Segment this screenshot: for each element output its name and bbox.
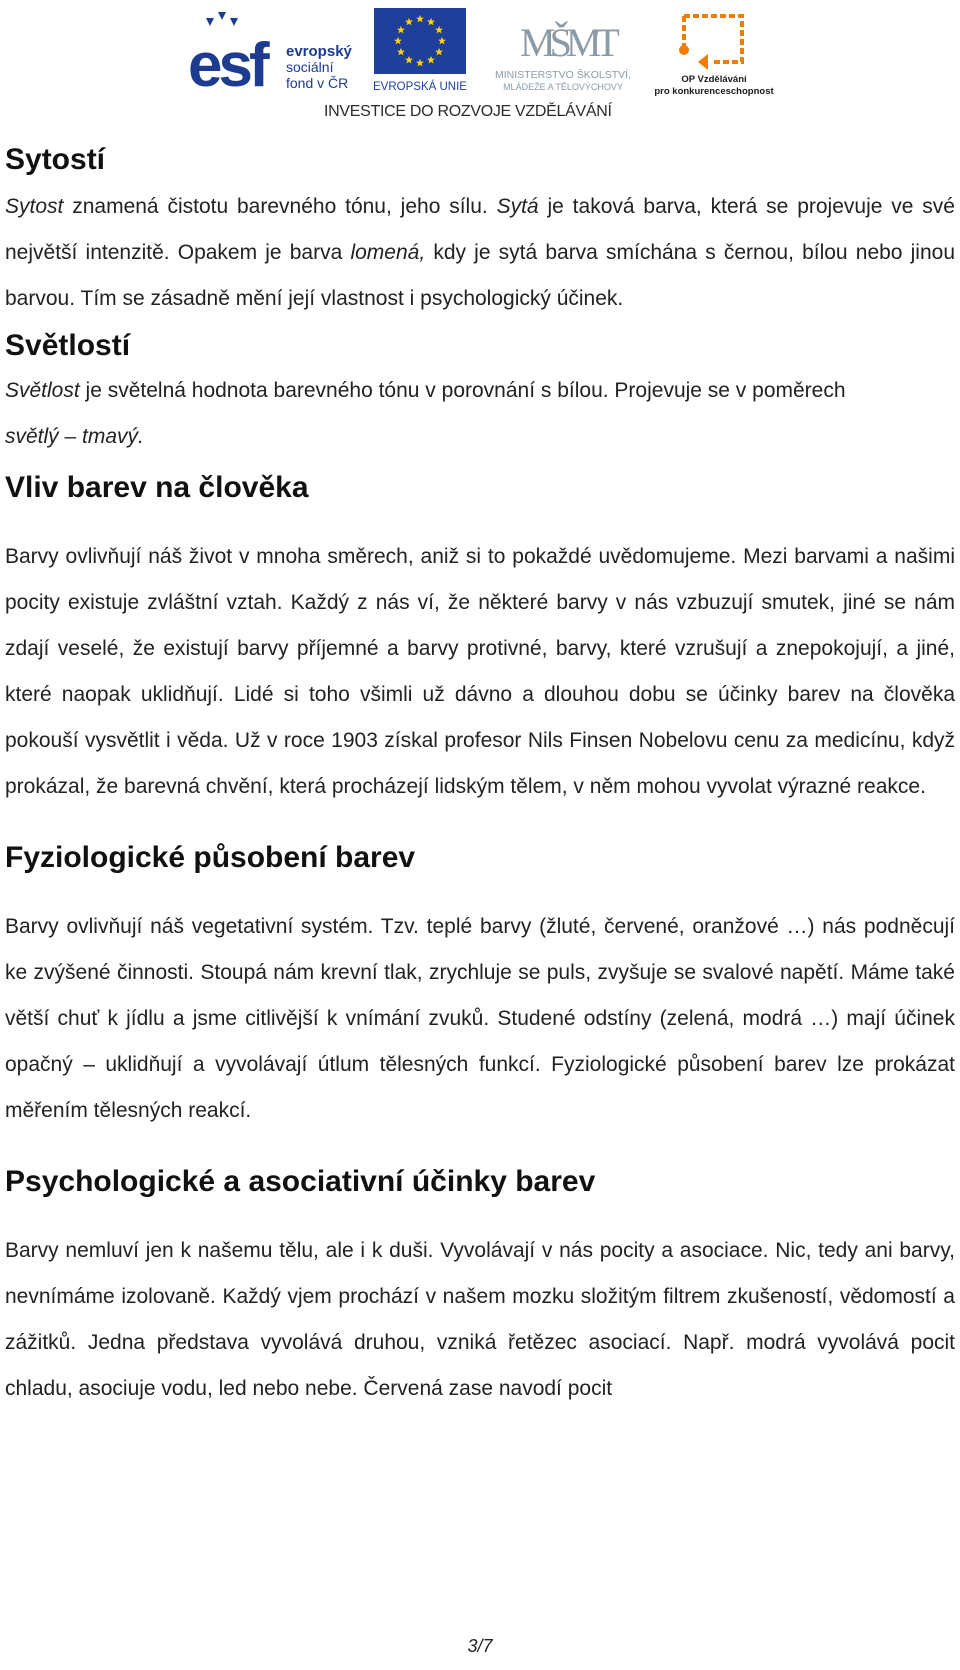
msmt-line2: MLÁDEŽE A TĚLOVÝCHOVY	[503, 82, 623, 92]
op-line2: pro konkurenceschopnost	[654, 86, 774, 97]
text-run: je světelná hodnota barevného tónu v porovnání s bílou. Projevuje se v poměrech	[79, 379, 846, 402]
paragraph-vliv-barev: Barvy ovlivňují náš život v mnoha směrech, aniž si to pokaždé uvědomujeme. Mezi barvami a našimi pocity existuje zvláštní vztah. Každý z nás ví, že některé barvy v nás vzbuzují smutek, jiné se nám zdají veselé, že existují barvy příjemné a barvy protivné, barvy, které vzrušují a znepokojují, a jiné, které naopak uklidňují. Lidé si toho všimli už dávno a dlouhou dobu se účinky barev na člověka pokouší vysvětlit i věda. Už v roce 1903 získal profesor Nils Finsen Nobelovu cenu za medicínu, když prokázal, že barevná chvění, která procházejí lidským tělem, v něm mohou vyvolat výrazné reakce.	[5, 545, 955, 798]
heading-svetlost: Světlostí	[5, 329, 131, 362]
text-run: kdy je sytá barva smíchána s černou, bílou nebo jinou barvou. Tím se zásadně mění její vlastnost i psychologický účinek.	[5, 241, 956, 310]
term-svetlost: Světlost	[5, 379, 80, 402]
op-vzdelavani-logo	[650, 6, 778, 98]
heading-psychologicke: Psychologické a asociativní účinky barev	[5, 1165, 596, 1198]
text-run: znamená čistotu barevného tónu, jeho sílu.	[63, 195, 497, 218]
heading-sytost: Sytostí	[5, 143, 106, 176]
op-arrow-icon	[684, 16, 742, 62]
eu-caption: EVROPSKÁ UNIE	[373, 81, 467, 93]
term-svetly-tmavy: světlý – tmavý.	[5, 425, 144, 448]
esf-mark: esf	[188, 31, 266, 96]
header-tagline: INVESTICE DO ROZVOJE VZDĚLÁVÁNÍ	[324, 103, 612, 120]
paragraph-svetlost	[5, 368, 955, 460]
esf-line1: evropský	[286, 43, 352, 60]
op-line1: OP Vzdělávání	[681, 74, 747, 85]
msmt-line1: MINISTERSTVO ŠKOLSTVÍ,	[495, 69, 631, 81]
paragraph-fyziologicke: Barvy ovlivňují náš vegetativní systém. Tzv. teplé barvy (žluté, červené, oranžové …) nás podněcují ke zvýšené činnosti. Stoupá nám krevní tlak, zrychluje se puls, zvyšuje se svalové napětí. Máme také větší chuť k jídlu a jsme citlivější k vnímání zvuků. Studené odstíny (zelená, modrá …) mají účinek opačný – uklidňují a vyvolávají útlum tělesných funkcí. Fyziologické působení barev lze prokázat měřením tělesných reakcí.	[5, 915, 955, 1122]
heading-fyziologicke: Fyziologické působení barev	[5, 841, 416, 874]
document-content	[5, 140, 955, 1412]
page-number: 3/7	[467, 1636, 493, 1656]
text-run: je taková barva, která se projevuje ve své největší intenzitě. Opakem je barva	[5, 195, 955, 264]
section-vliv-barev	[5, 470, 955, 810]
section-svetlost	[5, 328, 955, 460]
msmt-mark: MŠMT	[520, 20, 614, 65]
esf-line3: fond v ČR	[286, 75, 349, 91]
term-sytost: Sytost	[5, 195, 64, 218]
term-syta: Sytá	[496, 195, 539, 218]
section-fyziologicke	[5, 840, 955, 1134]
esf-line2: sociální	[286, 59, 334, 75]
msmt-logo	[478, 8, 648, 96]
paragraph-sytost	[5, 184, 955, 322]
eu-flag-logo	[370, 8, 470, 96]
section-psychologicke	[5, 1164, 955, 1412]
section-sytost	[5, 142, 955, 322]
paragraph-psychologicke: Barvy nemluví jen k našemu tělu, ale i k duši. Vyvolávají v nás pocity a asociace. Nic, tedy ani barvy, nevnímáme izolovaně. Každý vjem prochází v našem mozku složitým filtrem zkušeností, vědomostí a zážitků. Jedna představa vyvolává druhou, vzniká řetězec asociací. Např. modrá vyvolává pocit chladu, asociuje vodu, led nebo nebe. Červená zase navodí pocit	[5, 1239, 955, 1400]
logo-strip	[188, 4, 778, 122]
term-lomena: lomená,	[350, 241, 426, 264]
esf-logo	[188, 8, 360, 96]
heading-vliv-barev: Vliv barev na člověka	[5, 471, 309, 504]
